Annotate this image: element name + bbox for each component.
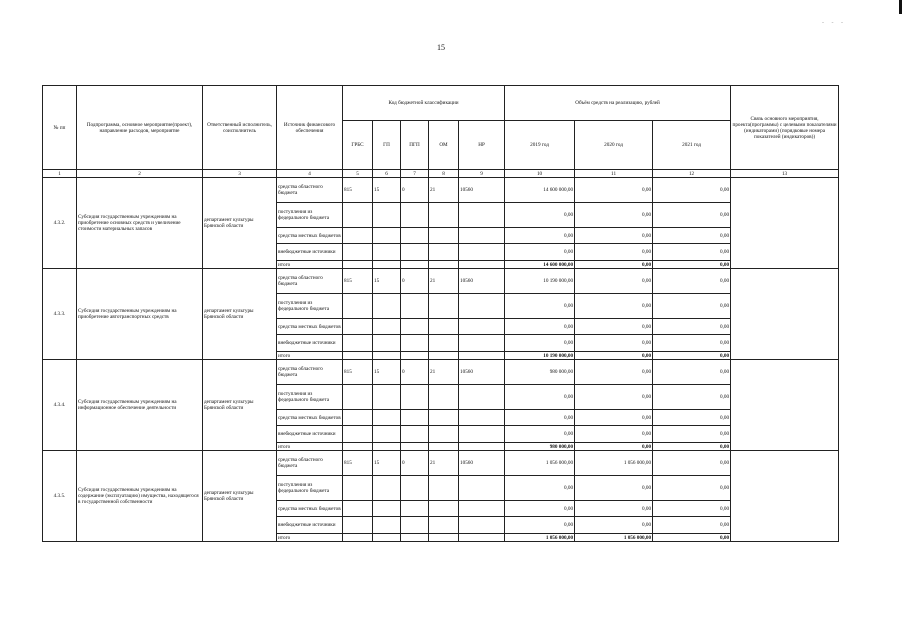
code-grbs: [343, 410, 373, 426]
page-number: 15: [437, 43, 445, 52]
code-grbs: [343, 319, 373, 335]
column-number: 4: [277, 170, 343, 178]
code-nr: 10560: [459, 360, 505, 385]
code-gp: 15: [373, 451, 401, 476]
code-nr: [459, 319, 505, 335]
code-om: 21: [429, 451, 459, 476]
code-pgp: [401, 319, 429, 335]
table-row: [43, 451, 839, 476]
funding-source: внебюджетные источники: [277, 517, 343, 534]
code-nr: [459, 534, 505, 542]
code-om: [429, 426, 459, 443]
amount-2021: 0,00: [653, 385, 731, 410]
code-nr: [459, 517, 505, 534]
code-grbs: [343, 335, 373, 352]
amount-2021: 0,00: [653, 534, 731, 542]
code-grbs: 815: [343, 178, 373, 203]
code-nr: [459, 443, 505, 451]
code-nr: 10560: [459, 269, 505, 294]
code-pgp: 0: [401, 269, 429, 294]
code-om: 21: [429, 360, 459, 385]
code-om: 21: [429, 178, 459, 203]
header-pgp: ПГП: [401, 121, 429, 170]
funding-source: внебюджетные источники: [277, 244, 343, 261]
code-nr: [459, 203, 505, 228]
code-om: [429, 203, 459, 228]
column-number-row: [43, 170, 839, 178]
amount-2019: 14 600 000,00: [505, 178, 575, 203]
amount-2019: 0,00: [505, 476, 575, 501]
amount-2020: 1 056 000,00: [575, 451, 653, 476]
header-num: № пп: [43, 86, 77, 170]
amount-2020: 0,00: [575, 294, 653, 319]
code-grbs: [343, 261, 373, 269]
code-grbs: [343, 517, 373, 534]
code-nr: [459, 501, 505, 517]
code-pgp: [401, 335, 429, 352]
code-om: [429, 261, 459, 269]
amount-2020: 0,00: [575, 410, 653, 426]
amount-2019: 10 190 000,00: [505, 269, 575, 294]
header-om: ОМ: [429, 121, 459, 170]
amount-2020: 1 056 000,00: [575, 534, 653, 542]
amount-2021: 0,00: [653, 319, 731, 335]
amount-2019: 0,00: [505, 319, 575, 335]
code-pgp: [401, 352, 429, 360]
code-pgp: 0: [401, 178, 429, 203]
header-2019: 2019 год: [505, 121, 575, 170]
amount-2020: 0,00: [575, 517, 653, 534]
code-pgp: [401, 228, 429, 244]
funding-source: итого: [277, 352, 343, 360]
amount-2021: 0,00: [653, 294, 731, 319]
table-row: [43, 269, 839, 294]
amount-2019: 0,00: [505, 501, 575, 517]
amount-2019: 0,00: [505, 385, 575, 410]
table-row: [43, 360, 839, 385]
code-grbs: 815: [343, 451, 373, 476]
code-grbs: 815: [343, 360, 373, 385]
code-pgp: [401, 294, 429, 319]
code-nr: [459, 294, 505, 319]
item-responsible: департамент культуры Брянской области: [203, 360, 277, 451]
amount-2020: 0,00: [575, 228, 653, 244]
header-indicator-link: Связь основного мероприятия, проекта(программы) с целевыми показателями (индикаторами) (порядковые номера показателей (индикаторов)): [731, 86, 839, 170]
funding-source: средства областного бюджета: [277, 360, 343, 385]
funding-source: средства местных бюджетов: [277, 319, 343, 335]
code-grbs: [343, 352, 373, 360]
code-om: [429, 319, 459, 335]
code-gp: [373, 352, 401, 360]
funding-source: поступления из федерального бюджета: [277, 294, 343, 319]
code-grbs: [343, 534, 373, 542]
code-om: [429, 443, 459, 451]
code-nr: [459, 476, 505, 501]
amount-2021: 0,00: [653, 269, 731, 294]
code-nr: [459, 335, 505, 352]
code-om: 21: [429, 269, 459, 294]
code-gp: [373, 443, 401, 451]
code-pgp: [401, 203, 429, 228]
amount-2019: 0,00: [505, 426, 575, 443]
item-responsible: департамент культуры Брянской области: [203, 451, 277, 542]
column-number: 2: [77, 170, 203, 178]
item-responsible: департамент культуры Брянской области: [203, 269, 277, 360]
header-budget-code: Код бюджетной классификации: [343, 86, 505, 121]
amount-2019: 0,00: [505, 244, 575, 261]
code-nr: [459, 261, 505, 269]
code-om: [429, 476, 459, 501]
code-gp: [373, 410, 401, 426]
amount-2020: 0,00: [575, 476, 653, 501]
header-source: Источник финансового обеспечения: [277, 86, 343, 170]
amount-2021: 0,00: [653, 244, 731, 261]
amount-2020: 0,00: [575, 360, 653, 385]
indicator-link: [731, 451, 839, 542]
column-number: 5: [343, 170, 373, 178]
amount-2021: 0,00: [653, 451, 731, 476]
code-grbs: [343, 228, 373, 244]
funding-source: поступления из федерального бюджета: [277, 385, 343, 410]
code-pgp: [401, 476, 429, 501]
item-responsible: департамент культуры Брянской области: [203, 178, 277, 269]
amount-2021: 0,00: [653, 410, 731, 426]
code-om: [429, 501, 459, 517]
code-om: [429, 517, 459, 534]
funding-source: внебюджетные источники: [277, 426, 343, 443]
code-pgp: 0: [401, 360, 429, 385]
code-pgp: [401, 534, 429, 542]
code-pgp: [401, 410, 429, 426]
header-name: Подпрограмма, основное мероприятие(проект), направление расходов, мероприятие: [77, 86, 203, 170]
header-nr: НР: [459, 121, 505, 170]
code-gp: [373, 203, 401, 228]
amount-2020: 0,00: [575, 319, 653, 335]
column-number: 13: [731, 170, 839, 178]
code-gp: [373, 426, 401, 443]
code-pgp: [401, 261, 429, 269]
code-nr: 10560: [459, 178, 505, 203]
amount-2021: 0,00: [653, 261, 731, 269]
header-gp: ГП: [373, 121, 401, 170]
amount-2019: 1 056 000,00: [505, 451, 575, 476]
code-nr: [459, 426, 505, 443]
amount-2021: 0,00: [653, 335, 731, 352]
amount-2020: 0,00: [575, 352, 653, 360]
scan-edge-dashes: - - -: [822, 20, 846, 26]
code-gp: [373, 244, 401, 261]
code-pgp: [401, 244, 429, 261]
code-gp: [373, 228, 401, 244]
amount-2020: 0,00: [575, 501, 653, 517]
code-grbs: [343, 501, 373, 517]
code-grbs: [343, 385, 373, 410]
amount-2020: 0,00: [575, 261, 653, 269]
amount-2019: 980 000,00: [505, 443, 575, 451]
item-name: Субсидия государственным учреждениям на информационное обеспечение деятельности: [77, 360, 203, 451]
code-nr: [459, 228, 505, 244]
amount-2020: 0,00: [575, 203, 653, 228]
code-pgp: [401, 426, 429, 443]
item-number: 4.3.2.: [43, 178, 77, 269]
code-pgp: [401, 517, 429, 534]
funding-source: внебюджетные источники: [277, 335, 343, 352]
code-gp: [373, 335, 401, 352]
budget-table: [42, 85, 839, 542]
code-pgp: [401, 385, 429, 410]
code-pgp: [401, 443, 429, 451]
code-grbs: [343, 476, 373, 501]
amount-2020: 0,00: [575, 178, 653, 203]
amount-2020: 0,00: [575, 335, 653, 352]
amount-2019: 14 600 000,00: [505, 261, 575, 269]
amount-2021: 0,00: [653, 352, 731, 360]
header-2020: 2020 год: [575, 121, 653, 170]
amount-2021: 0,00: [653, 443, 731, 451]
code-nr: 10560: [459, 451, 505, 476]
column-number: 10: [505, 170, 575, 178]
column-number: 3: [203, 170, 277, 178]
code-om: [429, 244, 459, 261]
code-gp: [373, 261, 401, 269]
amount-2019: 0,00: [505, 294, 575, 319]
scan-edge-mark: [899, 0, 902, 14]
amount-2021: 0,00: [653, 501, 731, 517]
funding-source: поступления из федерального бюджета: [277, 203, 343, 228]
amount-2019: 0,00: [505, 517, 575, 534]
column-number: 8: [429, 170, 459, 178]
amount-2021: 0,00: [653, 178, 731, 203]
column-number: 7: [401, 170, 429, 178]
code-gp: [373, 501, 401, 517]
code-gp: 15: [373, 360, 401, 385]
code-grbs: [343, 244, 373, 261]
header-responsible: Ответственный исполнитель, соисполнитель: [203, 86, 277, 170]
header-2021: 2021 год: [653, 121, 731, 170]
amount-2019: 980 000,00: [505, 360, 575, 385]
funding-source: средства местных бюджетов: [277, 410, 343, 426]
funding-source: средства областного бюджета: [277, 269, 343, 294]
amount-2020: 0,00: [575, 244, 653, 261]
code-nr: [459, 352, 505, 360]
column-number: 1: [43, 170, 77, 178]
funding-source: поступления из федерального бюджета: [277, 476, 343, 501]
code-gp: [373, 294, 401, 319]
amount-2020: 0,00: [575, 426, 653, 443]
code-grbs: 815: [343, 269, 373, 294]
header-grbs: ГРБС: [343, 121, 373, 170]
amount-2019: 1 056 000,00: [505, 534, 575, 542]
header-volume: Объём средств на реализацию, рублей: [505, 86, 731, 121]
funding-source: средства областного бюджета: [277, 178, 343, 203]
code-gp: [373, 534, 401, 542]
column-number: 9: [459, 170, 505, 178]
code-grbs: [343, 203, 373, 228]
code-om: [429, 352, 459, 360]
indicator-link: [731, 360, 839, 451]
code-gp: [373, 476, 401, 501]
table-body: [43, 178, 839, 542]
item-name: Субсидия государственным учреждениям на приобретение автотранспортных средств: [77, 269, 203, 360]
funding-source: итого: [277, 261, 343, 269]
item-name: Субсидия государственным учреждениям на приобретение основных средств и увеличение стоимости материальных запасов: [77, 178, 203, 269]
code-grbs: [343, 426, 373, 443]
code-grbs: [343, 443, 373, 451]
column-number: 12: [653, 170, 731, 178]
item-number: 4.3.4.: [43, 360, 77, 451]
table-row: [43, 178, 839, 203]
funding-source: итого: [277, 443, 343, 451]
amount-2021: 0,00: [653, 426, 731, 443]
item-number: 4.3.5.: [43, 451, 77, 542]
amount-2020: 0,00: [575, 385, 653, 410]
code-pgp: [401, 501, 429, 517]
funding-source: средства местных бюджетов: [277, 228, 343, 244]
code-grbs: [343, 294, 373, 319]
code-nr: [459, 410, 505, 426]
code-gp: 15: [373, 269, 401, 294]
amount-2021: 0,00: [653, 228, 731, 244]
code-nr: [459, 244, 505, 261]
column-number: 6: [373, 170, 401, 178]
amount-2021: 0,00: [653, 203, 731, 228]
funding-source: средства областного бюджета: [277, 451, 343, 476]
code-nr: [459, 385, 505, 410]
code-om: [429, 385, 459, 410]
code-om: [429, 294, 459, 319]
funding-source: итого: [277, 534, 343, 542]
amount-2019: 0,00: [505, 335, 575, 352]
code-gp: [373, 385, 401, 410]
code-om: [429, 410, 459, 426]
amount-2020: 0,00: [575, 269, 653, 294]
column-number: 11: [575, 170, 653, 178]
code-pgp: 0: [401, 451, 429, 476]
amount-2019: 0,00: [505, 228, 575, 244]
code-gp: [373, 517, 401, 534]
code-gp: [373, 319, 401, 335]
amount-2019: 10 190 000,00: [505, 352, 575, 360]
indicator-link: [731, 269, 839, 360]
amount-2021: 0,00: [653, 517, 731, 534]
item-number: 4.3.3.: [43, 269, 77, 360]
indicator-link: [731, 178, 839, 269]
code-om: [429, 335, 459, 352]
funding-source: средства местных бюджетов: [277, 501, 343, 517]
code-gp: 15: [373, 178, 401, 203]
amount-2021: 0,00: [653, 360, 731, 385]
code-om: [429, 534, 459, 542]
item-name: Субсидия государственным учреждениям на содержание (эксплуатацию) имущества, находящегося в государственной собственности: [77, 451, 203, 542]
amount-2020: 0,00: [575, 443, 653, 451]
amount-2021: 0,00: [653, 476, 731, 501]
amount-2019: 0,00: [505, 410, 575, 426]
code-om: [429, 228, 459, 244]
amount-2019: 0,00: [505, 203, 575, 228]
